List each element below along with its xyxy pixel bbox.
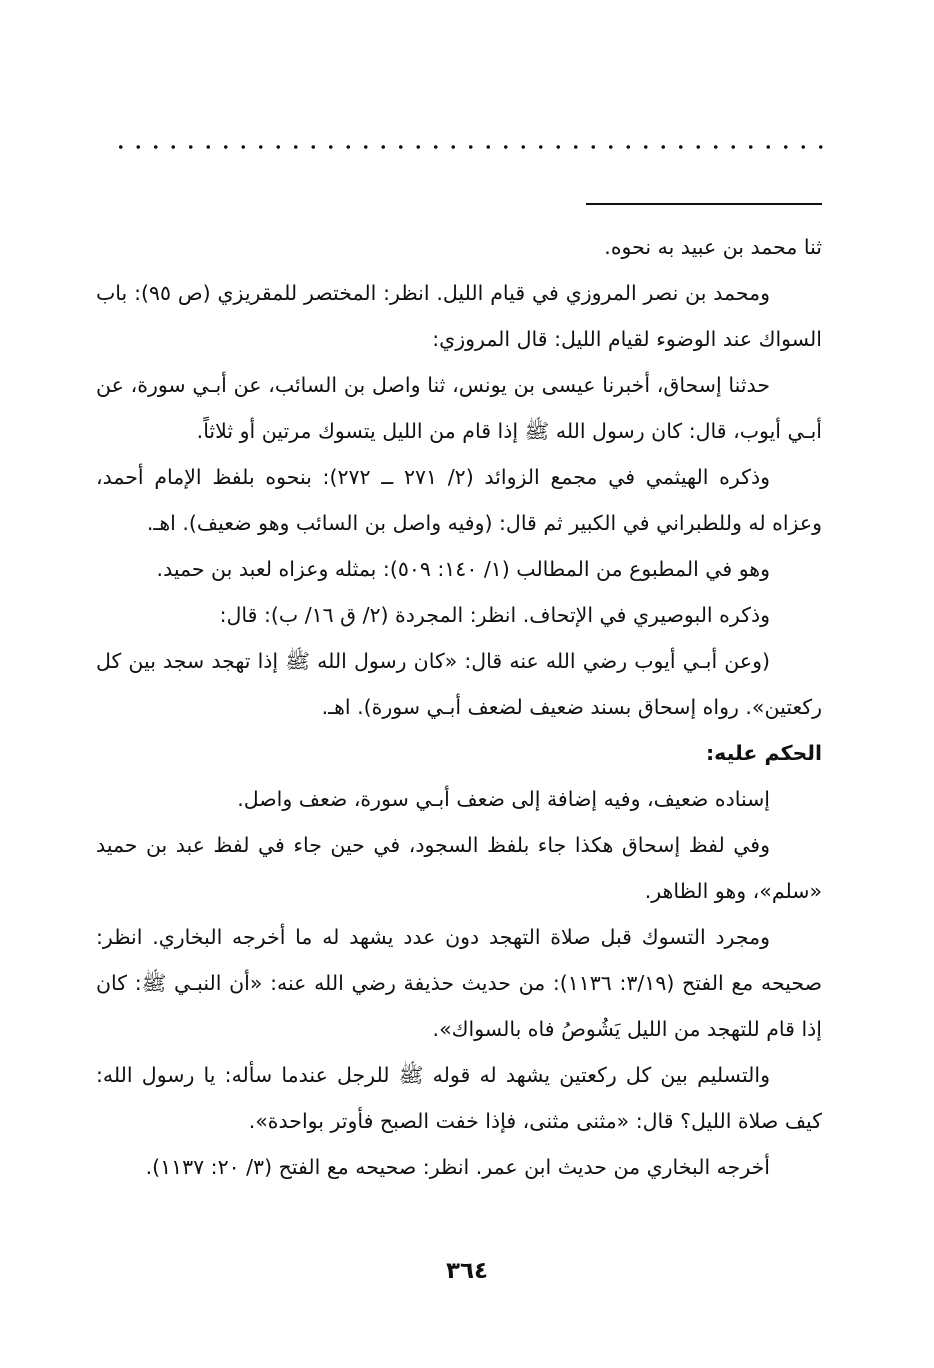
paragraph-marwazi: ومحمد بن نصر المروزي في قيام الليل. انظر: المختصر للمقريزي (ص ٩٥): باب السواك عند الوضوء لقيام الليل: قال المروزي:	[96, 281, 822, 351]
paragraph-ishaq-wording: وفي لفظ إسحاق هكذا جاء بلفظ السجود، في حين جاء في لفظ عبد بن حميد «سلم»، وهو الظاهر.	[96, 833, 822, 903]
page-number: ٣٦٤	[445, 1258, 489, 1284]
paragraph-haythami: وذكره الهيثمي في مجمع الزوائد (٢/ ٢٧١ ــ ٢٧٢): بنحوه بلفظ الإمام أحمد، وعزاه له وللطبراني في الكبير ثم قال: (وفيه واصل بن السائب وهو ضعيف). اهـ.	[96, 465, 822, 535]
paragraph-abu-ayyub: (وعن أبـي أيوب رضي الله عنه قال: «كان رسول الله ﷺ إذا تهجد سجد بين كل ركعتين». رواه إسحاق بسند ضعيف لضعف أبـي سورة). اهـ.	[96, 649, 822, 719]
paragraph-isnad-weak: إسناده ضعيف، وفيه إضافة إلى ضعف أبـي سورة، ضعف واصل.	[237, 787, 770, 811]
dotted-separator	[112, 143, 824, 151]
paragraph-bukhari-ibn-umar: أخرجه البخاري من حديث ابن عمر. انظر: صحيحه مع الفتح (٣/ ٢٠: ١١٣٧).	[145, 1155, 770, 1179]
paragraph-continuation: ثنا محمد بن عبيد به نحوه.	[604, 235, 822, 259]
footnote-rule	[586, 203, 822, 205]
footnote-text	[96, 224, 822, 1190]
paragraph-matalib: وهو في المطبوع من المطالب (١/ ١٤٠: ٥٠٩): بمثله وعزاه لعبد بن حميد.	[156, 557, 770, 581]
paragraph-hadith-isnad: حدثنا إسحاق، أخبرنا عيسى بن يونس، ثنا واصل بن السائب، عن أبـي سورة، عن أبـي أيوب، قال: كان رسول الله ﷺ إذا قام من الليل يتسوك مرتين أو ثلاثاً.	[96, 373, 822, 443]
paragraph-taslim: والتسليم بين كل ركعتين يشهد له قوله ﷺ للرجل عندما سأله: يا رسول الله: كيف صلاة الليل؟ قال: «مثنى مثنى، فإذا خفت الصبح فأوتر بواحدة».	[96, 1063, 822, 1133]
paragraph-busiri: وذكره البوصيري في الإتحاف. انظر: المجردة (٢/ ق ١٦/ ب): قال:	[219, 603, 770, 627]
paragraph-tasawwuk: ومجرد التسوك قبل صلاة التهجد دون عدد يشهد له ما أخرجه البخاري. انظر: صحيحه مع الفتح (٣/١٩: ١١٣٦): من حديث حذيفة رضي الله عنه: «أن النبـي ﷺ: كان إذا قام للتهجد من الليل يَشُوصُ فاه بالسواك».	[96, 925, 823, 1041]
section-heading-ruling: الحكم عليه:	[705, 741, 822, 765]
